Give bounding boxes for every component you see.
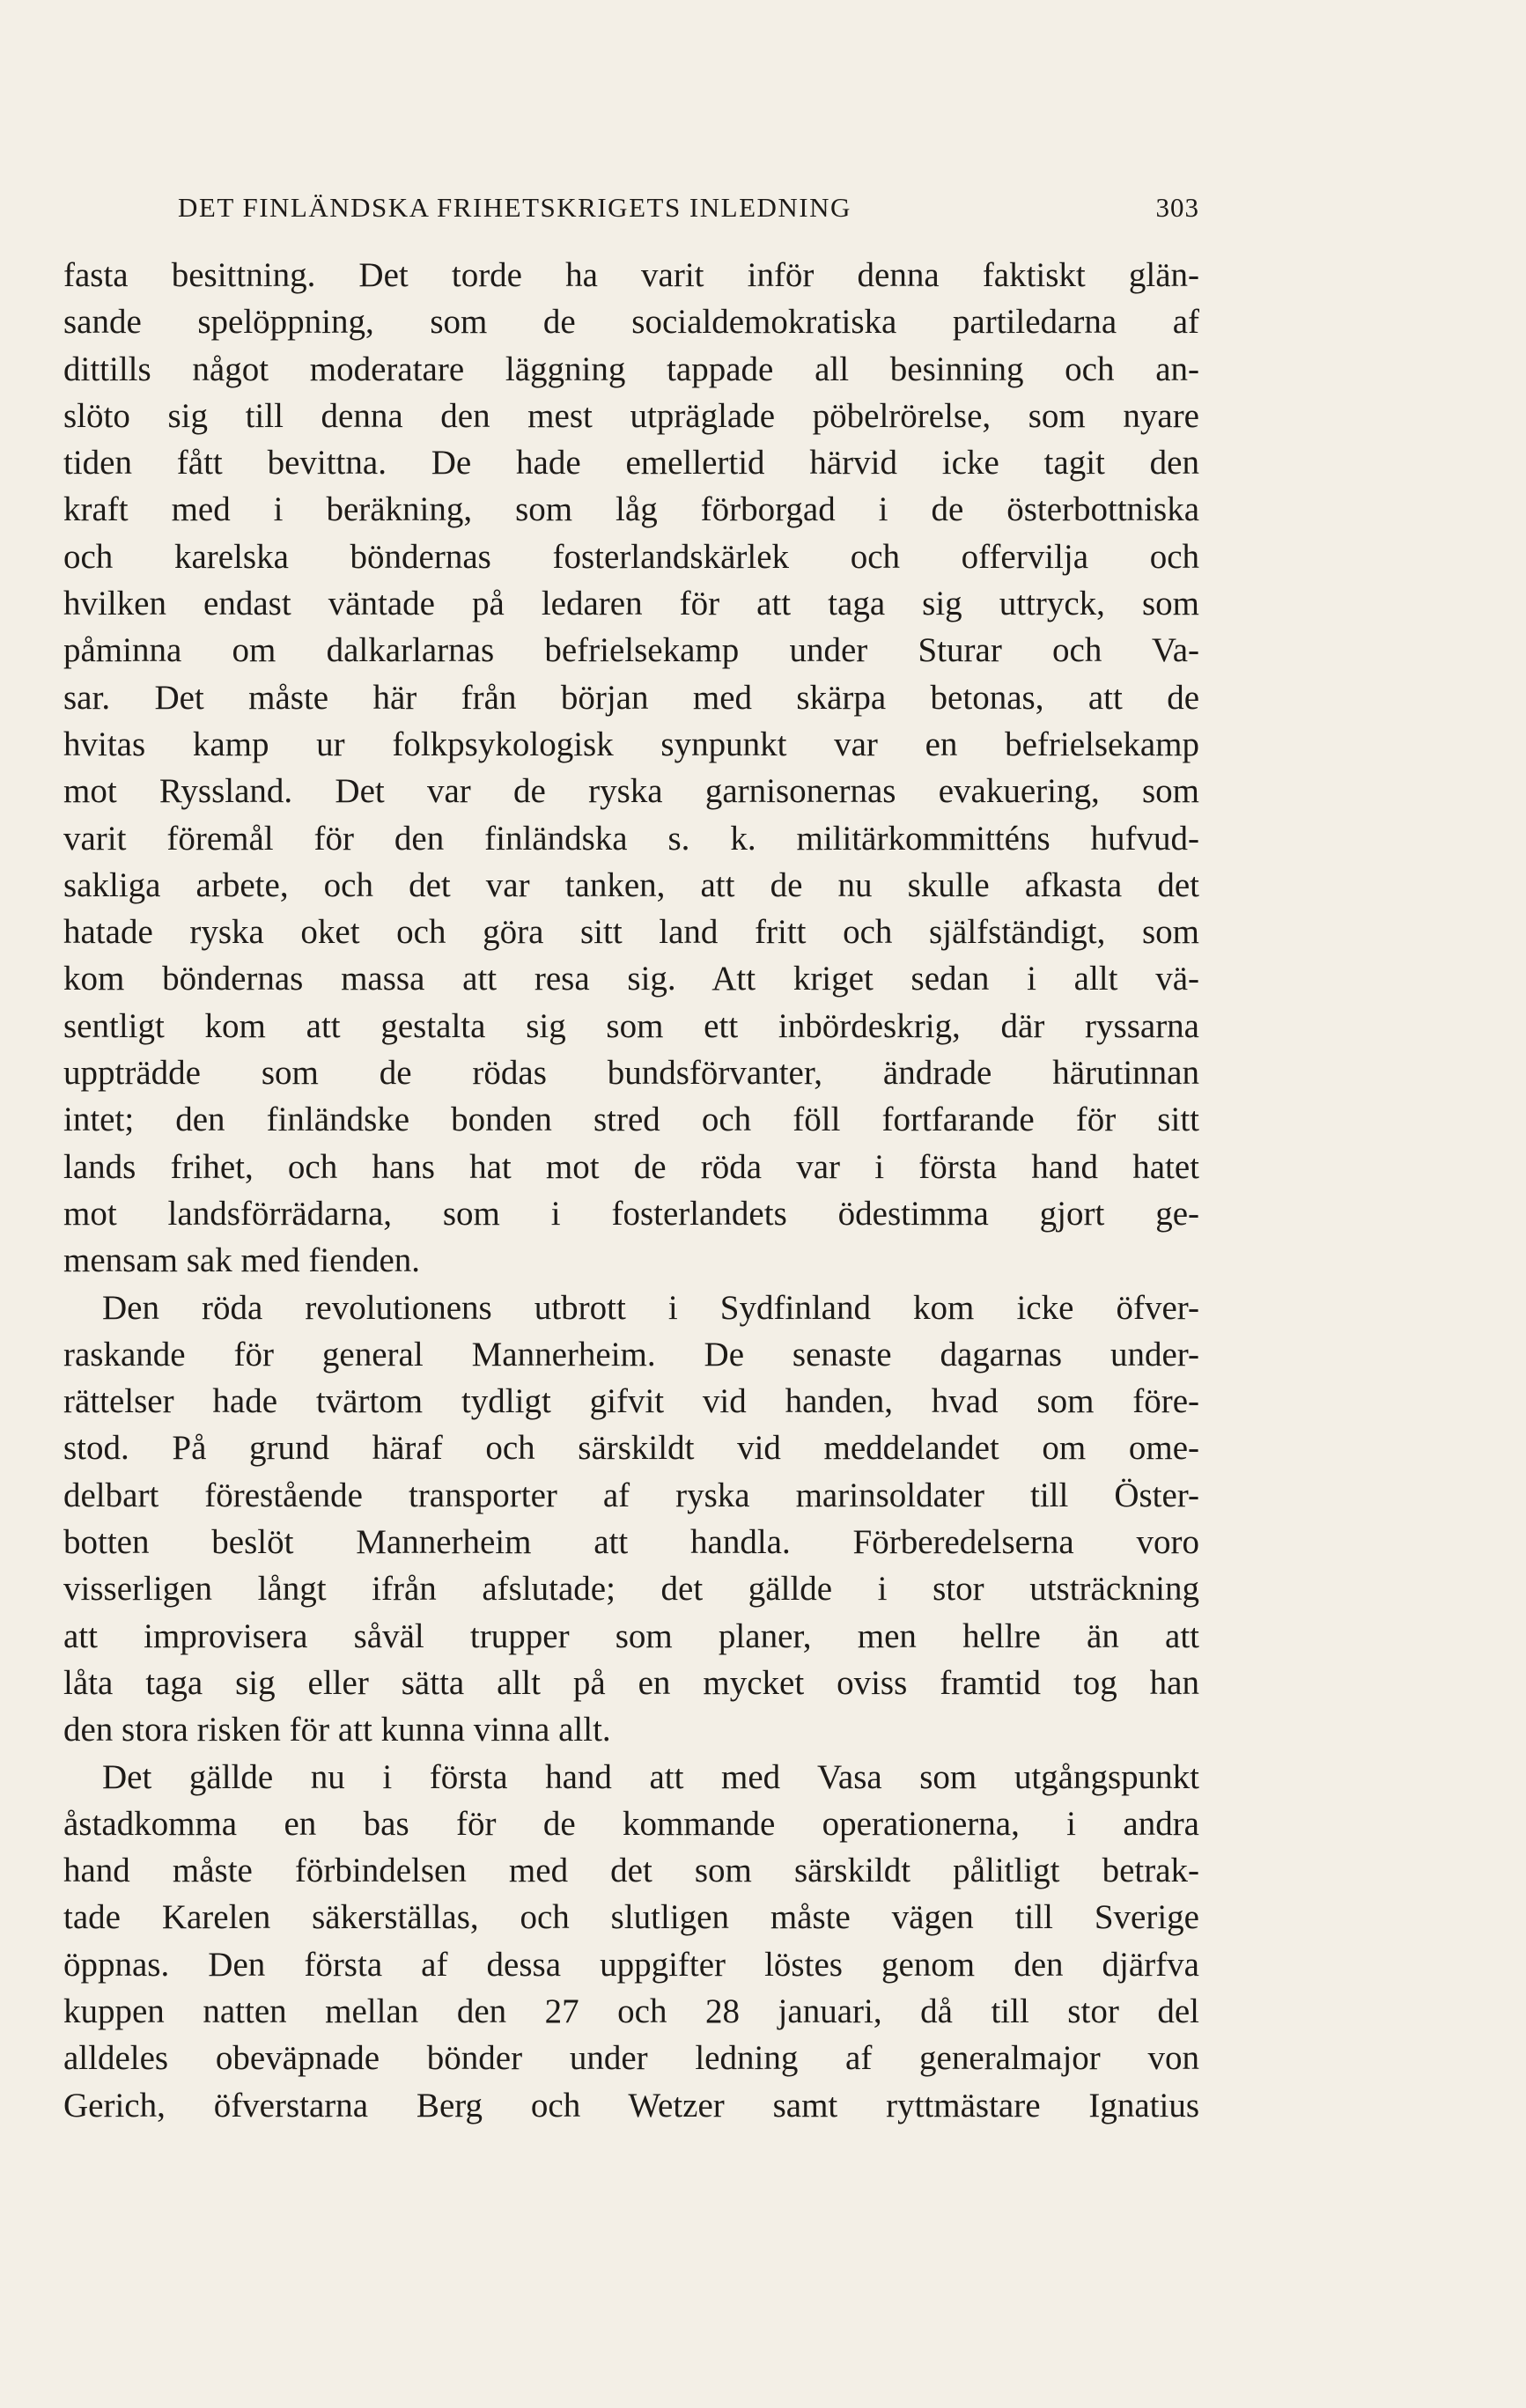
text-line: delbart förestående transporter af ryska marinsoldater till Öster-: [63, 1476, 1199, 1514]
text-line: mensam sak med fienden.: [63, 1241, 421, 1280]
text-line: lands frihet, och hans hat mot de röda var i första hand hatet: [63, 1147, 1199, 1186]
text-line: sakliga arbete, och det var tanken, att de nu skulle afkasta det: [63, 865, 1199, 904]
text-line: sande spelöppning, som de socialdemokratiska partiledarna af: [63, 303, 1199, 342]
text-line: att improvisera såväl trupper som planer, men hellre än att: [63, 1616, 1199, 1655]
text-line: hatade ryska oket och göra sitt land fritt och själfständigt, som: [63, 913, 1199, 952]
text-line: rättelser hade tvärtom tydligt gifvit vid handen, hvad som före-: [63, 1382, 1199, 1421]
text-line: alldeles obeväpnade bönder under ledning af generalmajor von: [63, 2039, 1199, 2078]
text-line: kraft med i beräkning, som låg förborgad i de österbottniska: [63, 490, 1199, 529]
text-line: sar. Det måste här från början med skärpa betonas, att de: [63, 678, 1199, 717]
text-line: sentligt kom att gestalta sig som ett inbördeskrig, där ryssarna: [63, 1006, 1199, 1045]
text-line: tiden fått bevittna. De hade emellertid härvid icke tagit den: [63, 444, 1199, 482]
text-line: varit föremål för den finländska s. k. militärkommitténs hufvud-: [63, 819, 1199, 858]
text-line: kuppen natten mellan den 27 och 28 januari, då till stor del: [63, 1992, 1199, 2030]
running-head: [63, 192, 1199, 227]
text-line: stod. På grund häraf och särskildt vid meddelandet om ome-: [63, 1429, 1199, 1468]
running-title: DET FINLÄNDSKA FRIHETSKRIGETS INLEDNING: [178, 192, 851, 223]
text-line: låta taga sig eller sätta allt på en mycket oviss framtid tog han: [63, 1663, 1199, 1702]
text-line: hand måste förbindelsen med det som särskildt pålitligt betrak-: [63, 1852, 1199, 1890]
text-line: slöto sig till denna den mest utpräglade pöbelrörelse, som nyare: [63, 396, 1199, 435]
text-line: och karelska böndernas fosterlandskärlek och offervilja och: [63, 537, 1199, 576]
text-line: den stora risken för att kunna vinna allt.: [63, 1711, 611, 1749]
text-line: hvilken endast väntade på ledaren för att taga sig uttryck, som: [63, 585, 1199, 623]
text-line: visserligen långt ifrån afslutade; det gällde i stor utsträckning: [63, 1570, 1199, 1609]
text-line: botten beslöt Mannerheim att handla. Förberedelserna voro: [63, 1523, 1199, 1562]
text-line: åstadkomma en bas för de kommande operationerna, i andra: [63, 1804, 1199, 1843]
text-line: hvitas kamp ur folkpsykologisk synpunkt var en befrielsekamp: [63, 725, 1199, 763]
text-line: mot landsförrädarna, som i fosterlandets ödestimma gjort ge-: [63, 1194, 1199, 1233]
text-line: påminna om dalkarlarnas befrielsekamp under Sturar och Va-: [63, 631, 1199, 670]
text-line: tade Karelen säkerställas, och slutligen måste vägen till Sverige: [63, 1898, 1199, 1937]
text-line: Gerich, öfverstarna Berg och Wetzer samt ryttmästare Ignatius: [63, 2086, 1199, 2124]
text-line: mot Ryssland. Det var de ryska garnisonernas evakuering, som: [63, 772, 1199, 811]
page-number: 303: [1155, 192, 1199, 223]
text-line: Det gällde nu i första hand att med Vasa som utgångspunkt: [102, 1757, 1199, 1796]
text-line: uppträdde som de rödas bundsförvanter, ändrade härutinnan: [63, 1054, 1199, 1093]
text-line: intet; den finländske bonden stred och föll fortfarande för sitt: [63, 1101, 1199, 1139]
text-line: fasta besittning. Det torde ha varit inför denna faktiskt glän-: [63, 256, 1199, 294]
text-line: kom böndernas massa att resa sig. Att kriget sedan i allt vä-: [63, 960, 1199, 998]
text-line: raskande för general Mannerheim. De senaste dagarnas under-: [63, 1335, 1199, 1373]
text-line: Den röda revolutionens utbrott i Sydfinland kom icke öfver-: [102, 1288, 1199, 1327]
body-text: [63, 252, 1199, 2129]
text-line: dittills något moderatare läggning tappade all besinning och an-: [63, 350, 1199, 388]
text-line: öppnas. Den första af dessa uppgifter löstes genom den djärfva: [63, 1945, 1199, 1984]
